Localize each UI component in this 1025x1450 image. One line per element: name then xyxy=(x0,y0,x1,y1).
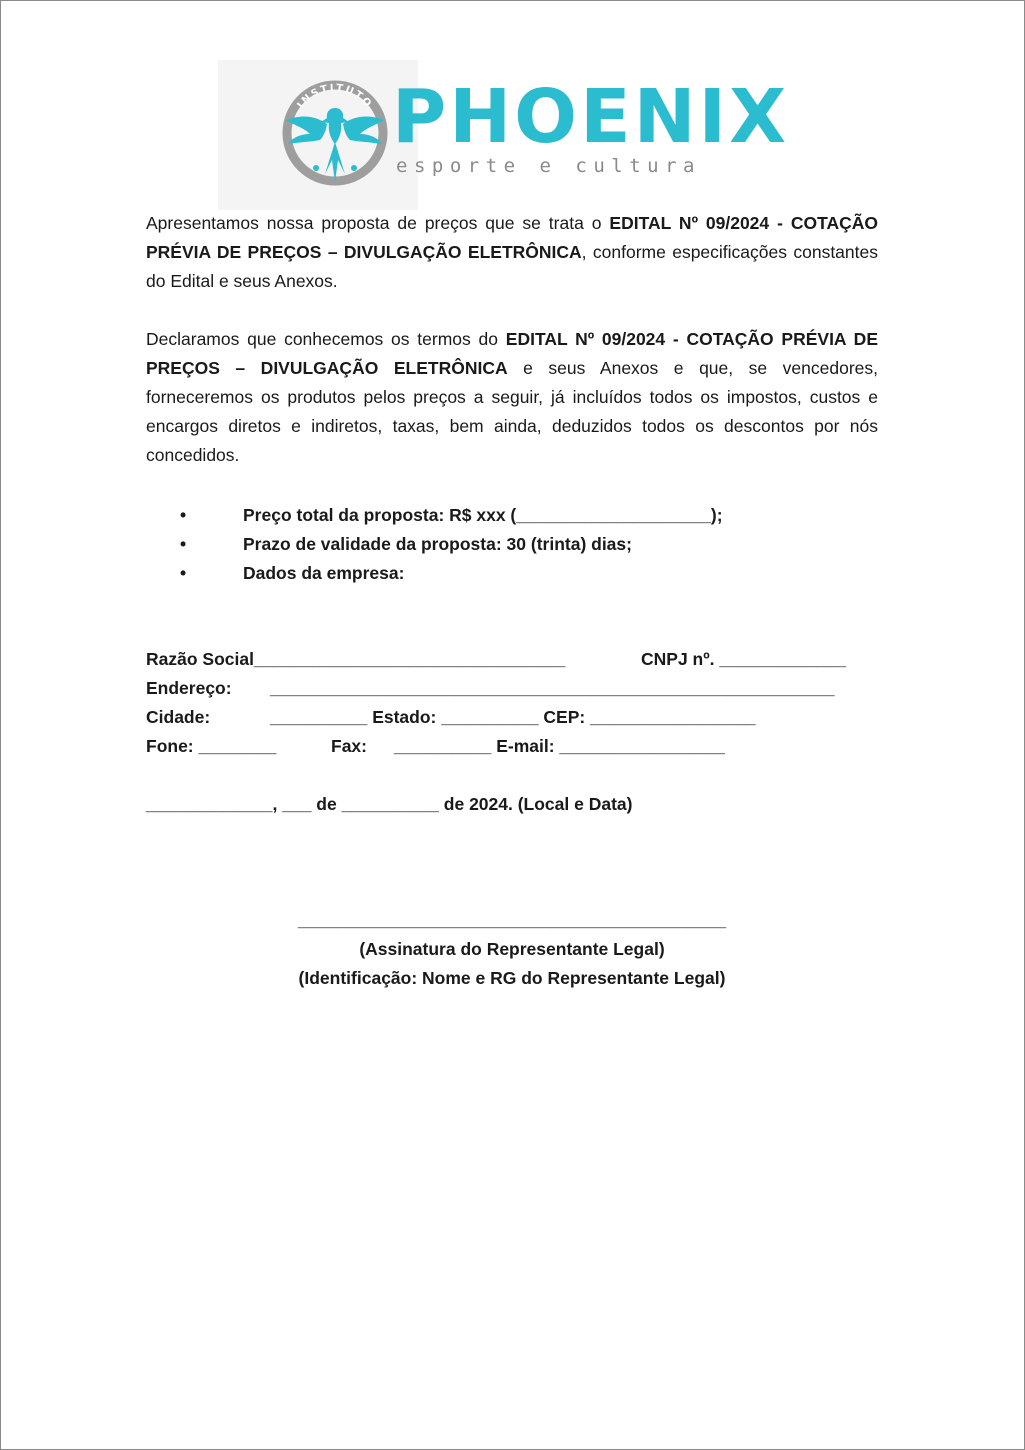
signature-caption: (Assinatura do Representante Legal) xyxy=(359,939,665,959)
svg-text:INSTITUTO xyxy=(296,83,375,111)
list-item xyxy=(146,559,846,588)
paragraph-text: e seus Anexos e que, se vencedores, forneceremos os produtos pelos preços a seguir, já incluídos todos os impostos, custos e encargos diretos e indiretos, taxas, bem ainda, deduzidos todos os descontos por nós concedidos. xyxy=(146,358,878,465)
fone-field[interactable]: Fone: ________ xyxy=(146,736,277,756)
identification-caption: (Identificação: Nome e RG do Representante Legal) xyxy=(298,968,726,988)
cidade-label: Cidade: xyxy=(146,707,211,727)
paragraph-text: Declaramos que conhecemos os termos do xyxy=(146,329,506,349)
paragraph-text: Apresentamos nossa proposta de preços que se trata o xyxy=(146,213,610,233)
declaration-paragraph xyxy=(146,325,878,470)
list-item xyxy=(146,530,846,559)
cidade-estado-cep-fields[interactable]: __________ Estado: __________ CEP: _________________ xyxy=(270,707,756,727)
fax-email-fields[interactable]: __________ E-mail: _________________ xyxy=(394,736,725,756)
company-data-item: Dados da empresa: xyxy=(243,563,405,583)
logo-name: PHOENIX xyxy=(392,74,790,160)
bullet-icon: • xyxy=(180,534,187,554)
total-price-item: Preço total da proposta: R$ xxx (____________________); xyxy=(243,505,723,525)
cnpj-field[interactable]: CNPJ nº. _____________ xyxy=(641,649,846,669)
intro-paragraph xyxy=(146,209,878,296)
endereco-field[interactable]: __________________________________________________________ xyxy=(270,678,835,698)
bullet-icon: • xyxy=(180,505,187,525)
bullet-icon: • xyxy=(180,563,187,583)
logo xyxy=(218,60,790,210)
validity-item: Prazo de validade da proposta: 30 (trinta) dias; xyxy=(243,534,632,554)
fax-label: Fax: xyxy=(331,736,367,756)
logo-arc-text: INSTITUTO xyxy=(295,82,375,111)
local-date-line[interactable]: _____________, ___ de __________ de 2024. (Local e Data) xyxy=(146,794,633,814)
signature-line[interactable]: ____________________________________________ xyxy=(297,910,727,930)
razao-social-field[interactable]: Razão Social________________________________ xyxy=(146,649,566,669)
logo-tagline: esporte e cultura xyxy=(396,155,701,177)
proposal-bullet-list xyxy=(146,501,846,588)
phoenix-emblem-icon xyxy=(280,78,390,188)
list-item xyxy=(146,501,846,530)
edital-title: EDITAL Nº 09/2024 - COTAÇÃO PRÉVIA DE PREÇOS – DIVULGAÇÃO ELETRÔNICA xyxy=(146,329,878,378)
paragraph-text: , conforme especificações constantes do Edital e seus Anexos. xyxy=(146,242,878,291)
edital-title: EDITAL Nº 09/2024 - COTAÇÃO PRÉVIA DE PREÇOS – DIVULGAÇÃO ELETRÔNICA xyxy=(146,213,878,262)
endereco-label: Endereço: xyxy=(146,678,232,698)
